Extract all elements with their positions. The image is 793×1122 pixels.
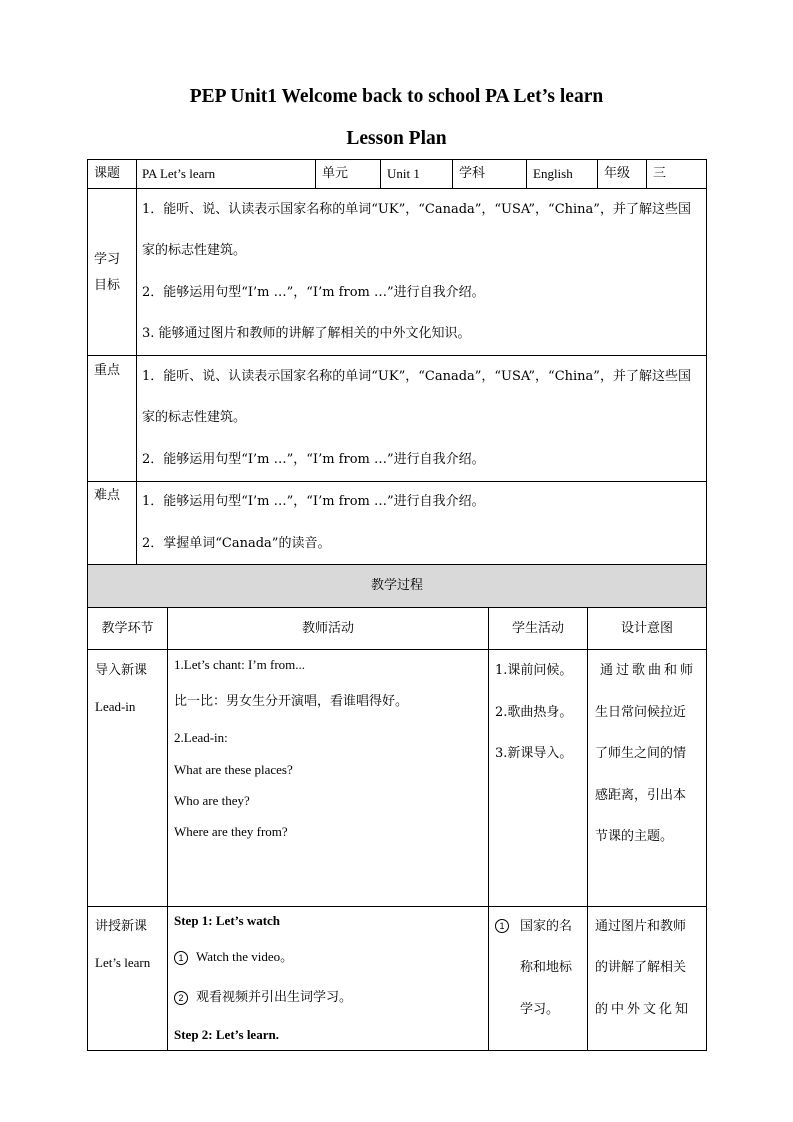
document-subtitle: Lesson Plan	[346, 128, 447, 149]
stage-leadin-cn: 导入新课	[95, 663, 148, 678]
learn-step1-heading: Step 1: Let’s watch	[174, 913, 281, 928]
header-student-activity: 学生活动	[511, 621, 564, 636]
objectives-line: 3. 能够通过图片和教师的讲解了解相关的中外文化知识。	[142, 326, 471, 341]
leadin-teacher-line: What are these places?	[174, 762, 293, 777]
objectives-line: 家的标志性建筑。	[142, 243, 247, 258]
learn-student-line: 国家的名	[520, 919, 573, 934]
leadin-student-line: 2.歌曲热身。	[495, 705, 573, 720]
leadin-design-line: 通过歌曲和师	[600, 663, 697, 678]
objectives-line: 2．能够运用句型“I’m …”，“I’m from …”进行自我介绍。	[142, 285, 485, 300]
stage-learn-en: Let’s learn	[95, 955, 151, 970]
grade-value: 三	[653, 166, 667, 181]
key-points-line: 2．能够运用句型“I’m …”，“I’m from …”进行自我介绍。	[142, 452, 485, 467]
difficulties-line: 2．掌握单词“Canada”的读音。	[142, 536, 331, 551]
difficulties-line: 1．能够运用句型“I’m …”，“I’m from …”进行自我介绍。	[142, 494, 485, 509]
key-points-line: 1．能听、说、认读表示国家名称的单词“UK”，“Canada”，“USA”，“China”，并了解这些国	[142, 369, 691, 384]
leadin-teacher-line: Who are they?	[174, 793, 250, 808]
stage-leadin-en: Lead-in	[95, 699, 136, 714]
process-section-title: 教学过程	[370, 578, 423, 593]
grade-label: 年级	[604, 166, 631, 181]
header-design-intent: 设计意图	[620, 621, 673, 636]
circled-number-1: 1	[174, 951, 188, 965]
circled-number-2: 2	[174, 991, 188, 1005]
learn-student-line: 称和地标	[520, 960, 573, 975]
leadin-teacher-line: 2.Lead-in:	[174, 730, 228, 745]
leadin-design-line: 节课的主题。	[595, 829, 674, 844]
learn-design-line: 的讲解了解相关	[595, 960, 687, 975]
learn-student-number	[495, 918, 517, 934]
leadin-design-line: 了师生之间的情	[595, 746, 687, 761]
header-teacher-activity: 教师活动	[301, 621, 354, 636]
subject-value: English	[533, 166, 573, 181]
leadin-design-line: 生日常问候拉近	[595, 705, 687, 720]
leadin-teacher-line: 比一比：男女生分开演唱，看谁唱得好。	[174, 694, 409, 709]
key-points-line: 家的标志性建筑。	[142, 410, 247, 425]
leadin-teacher-line: Where are they from?	[174, 824, 288, 839]
learn-student-line: 学习。	[520, 1002, 560, 1017]
leadin-student-line: 3.新课导入。	[495, 746, 573, 761]
topic-label: 课题	[94, 166, 121, 181]
objectives-line: 1．能听、说、认读表示国家名称的单词“UK”，“Canada”，“USA”，“China”，并了解这些国	[142, 202, 691, 217]
learn-design-line: 的中外文化知	[595, 1002, 692, 1017]
topic-value: PA Let’s learn	[142, 166, 216, 181]
learn-step2-heading: Step 2: Let’s learn.	[174, 1027, 279, 1042]
learn-design-line: 通过图片和教师	[595, 919, 687, 934]
leadin-teacher-line: 1.Let’s chant: I’m from...	[174, 657, 306, 672]
learn-item-2: 2 观看视频并引出生词学习。	[174, 990, 352, 1006]
learn-item-1: 1 Watch the video。	[174, 949, 293, 965]
unit-value: Unit 1	[387, 166, 420, 181]
leadin-design-line: 感距离，引出本	[595, 788, 687, 803]
unit-label: 单元	[322, 166, 349, 181]
document-title: PEP Unit1 Welcome back to school PA Let’s learn	[189, 86, 604, 107]
difficulties-label: 难点	[94, 488, 121, 503]
circled-number-1: 1	[495, 919, 509, 933]
objectives-label-line1: 学习	[94, 252, 121, 267]
objectives-label-line2: 目标	[94, 278, 121, 293]
stage-learn-cn: 讲授新课	[95, 919, 148, 934]
leadin-student-line: 1.课前问候。	[495, 663, 573, 678]
subject-label: 学科	[459, 166, 486, 181]
header-stage: 教学环节	[101, 621, 154, 636]
key-points-label: 重点	[94, 363, 121, 378]
